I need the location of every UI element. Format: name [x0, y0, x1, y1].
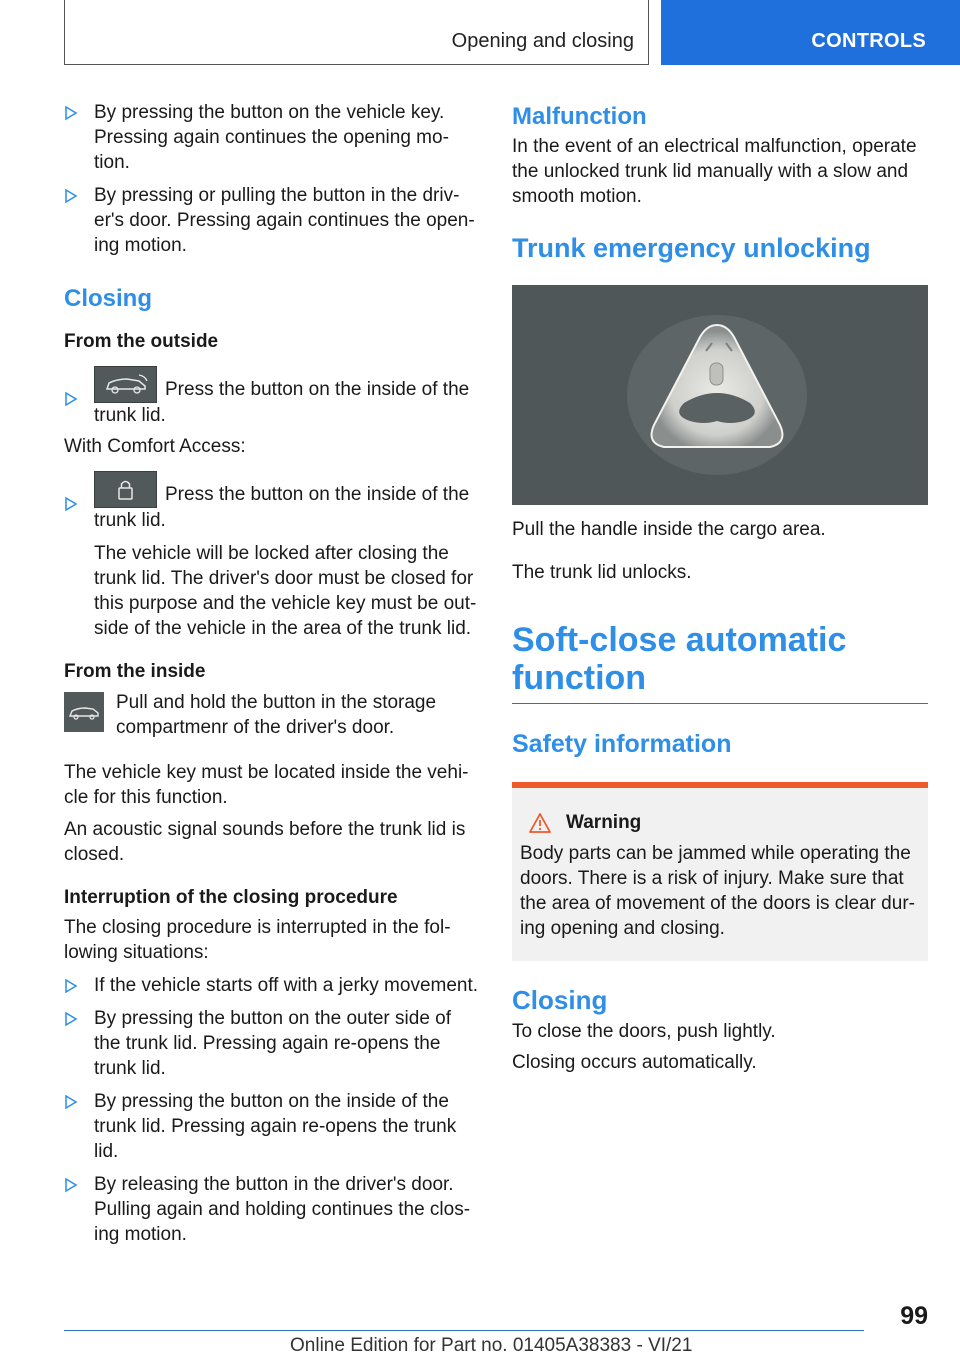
list-item: If the vehicle starts off with a jerky movement. — [64, 973, 482, 998]
softclose-heading: Soft-close automatic function — [512, 621, 847, 697]
footer-edition: Online Edition for Part no. 01405A38383 - VI/21 — [290, 1335, 693, 1356]
malfunction-heading: Malfunction — [512, 103, 647, 130]
bullet-triangle-icon — [64, 979, 78, 993]
list-item: By pressing the button on the inside of the trunk lid. Pressing again re-opens the trunk lid. — [64, 1089, 482, 1164]
bullet-triangle-icon — [64, 1012, 78, 1026]
interruption-heading: Interruption of the closing procedure — [64, 887, 398, 908]
header-section-box — [64, 0, 649, 65]
trunk-close-button-icon — [94, 366, 157, 403]
emergency-text-1: Pull the handle inside the cargo area. — [512, 519, 826, 540]
key-inside-text: The vehicle key must be located inside the vehi-cle for this function. — [64, 762, 469, 808]
inside-instruction: Pull and hold the button in the storage compartmenr of the driver's door. — [64, 690, 482, 740]
closing-text-2: Closing occurs automatically. — [512, 1052, 757, 1073]
warning-text: Body parts can be jammed while operating the doors. There is a risk of injury. Make sure that the area of movement of the doors is clear dur-ing opening and closing. — [520, 843, 915, 939]
list-item: Press the button on the inside of the trunk lid. The vehicle will be locked after closing the trunk lid. The driver's door must be closed for this purpose and the vehicle key must be out-side of the vehicle in the area of the trunk lid. — [64, 471, 482, 641]
list-item: By pressing the button on the outer side of the trunk lid. Pressing again re-opens the trunk lid. — [64, 1006, 482, 1081]
list-item: By releasing the button in the driver's door. Pulling again and holding continues the clos-ing motion. — [64, 1172, 482, 1247]
header-section-title: Opening and closing — [451, 30, 634, 52]
list-item: Press the button on the inside of the trunk lid. — [64, 366, 482, 428]
from-inside-heading: From the inside — [64, 661, 206, 682]
comfort-list — [64, 471, 482, 641]
opening-methods-list — [64, 100, 482, 258]
bullet-triangle-icon — [64, 1095, 78, 1109]
list-item: By pressing the button on the vehicle key. Pressing again continues the opening mo-tion. — [64, 100, 482, 175]
lock-button-icon — [94, 471, 157, 508]
emergency-heading: Trunk emergency unlocking — [512, 233, 871, 263]
page-number: 99 — [900, 1302, 928, 1330]
right-column — [512, 100, 928, 1075]
trunk-handle-icon — [512, 285, 928, 505]
list-item: By pressing or pulling the button in the driv-er's door. Pressing again continues the open-ing motion. — [64, 183, 482, 258]
warning-triangle-icon — [528, 812, 552, 834]
trunk-door-button-icon — [64, 692, 104, 732]
bullet-triangle-icon — [64, 497, 78, 511]
acoustic-text: An acoustic signal sounds before the trunk lid is closed. — [64, 819, 466, 865]
closing-doors-heading: Closing — [512, 985, 608, 1015]
safety-heading: Safety information — [512, 730, 732, 758]
warning-box — [512, 782, 928, 961]
closing-text-1: To close the doors, push lightly. — [512, 1021, 776, 1042]
malfunction-text: In the event of an electrical malfunction, operate the unlocked trunk lid manually with a slow and smooth motion. — [512, 136, 917, 207]
header-chapter-box — [661, 0, 960, 65]
footer-divider — [64, 1330, 864, 1331]
bullet-triangle-icon — [64, 106, 78, 120]
outside-list — [64, 366, 482, 428]
comfort-access-label: With Comfort Access: — [64, 436, 246, 457]
warning-title-row: Warning — [528, 810, 920, 835]
left-column — [64, 100, 482, 1255]
emergency-text-2: The trunk lid unlocks. — [512, 562, 692, 583]
emergency-handle-illustration — [512, 285, 928, 505]
interruption-intro: The closing procedure is interrupted in the fol-lowing situations: — [64, 917, 451, 963]
from-outside-heading: From the outside — [64, 331, 219, 352]
bullet-triangle-icon — [64, 392, 78, 406]
interruption-list — [64, 973, 482, 1247]
bullet-triangle-icon — [64, 1178, 78, 1192]
bullet-triangle-icon — [64, 189, 78, 203]
comfort-note: The vehicle will be locked after closing the trunk lid. The driver's door must be closed for this purpose and the vehicle key must be out-side of the vehicle in the area of the trunk lid. — [94, 543, 477, 639]
closing-heading: Closing — [64, 285, 152, 312]
section-divider — [512, 703, 928, 704]
header-chapter-title: CONTROLS — [811, 30, 926, 52]
